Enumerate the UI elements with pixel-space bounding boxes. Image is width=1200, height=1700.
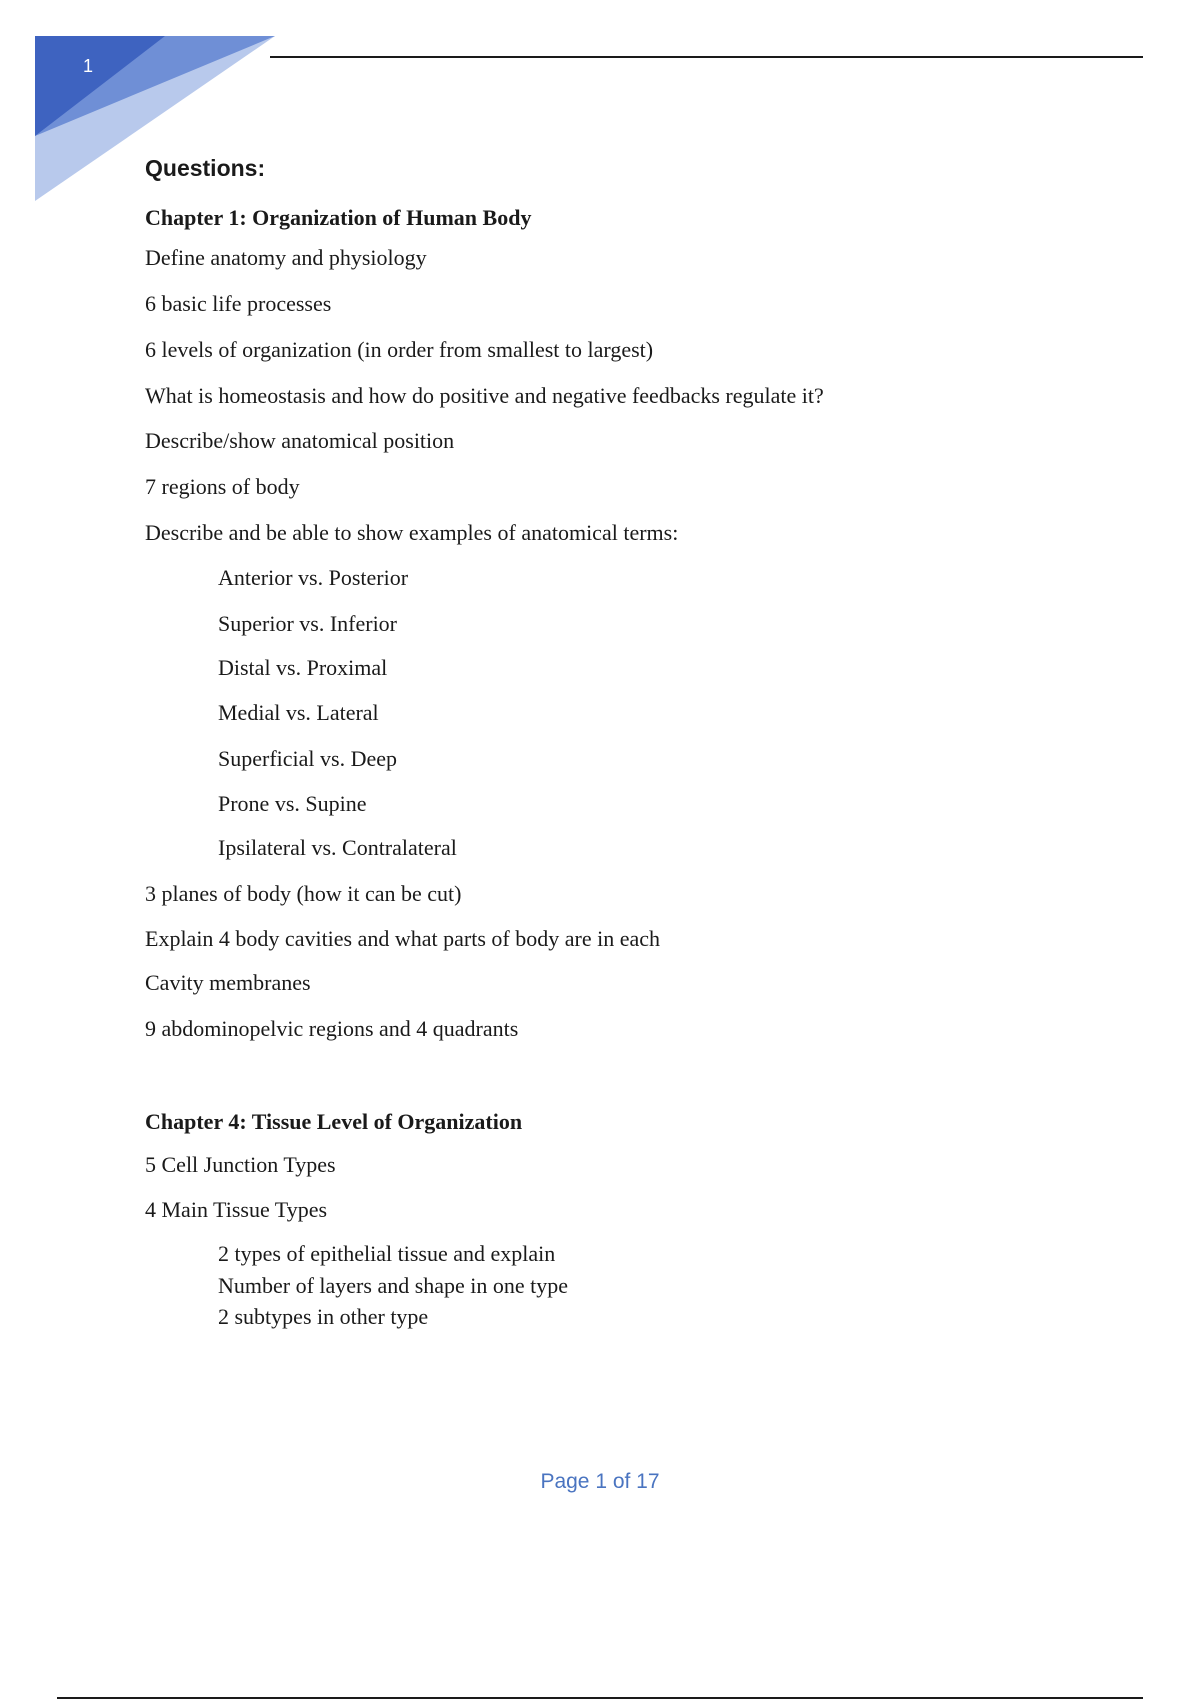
chapter1-title: Chapter 1: Organization of Human Body xyxy=(145,205,532,230)
list-item: Explain 4 body cavities and what parts of body are in each xyxy=(145,926,661,951)
term-item: Superior vs. Inferior xyxy=(218,611,398,636)
term-item: Anterior vs. Posterior xyxy=(218,565,409,590)
section-title: Questions: xyxy=(145,155,266,181)
footer-divider xyxy=(57,1697,1143,1699)
header-page-number: 1 xyxy=(82,56,93,76)
sub-item: 2 types of epithelial tissue and explain xyxy=(218,1241,556,1266)
list-item: 6 basic life processes xyxy=(145,291,332,316)
sub-item: 2 subtypes in other type xyxy=(218,1304,429,1329)
list-item: 6 levels of organization (in order from smallest to largest) xyxy=(145,337,654,362)
list-item: Describe and be able to show examples of anatomical terms: xyxy=(145,520,679,545)
sub-item: Number of layers and shape in one type xyxy=(218,1273,569,1298)
list-item: 7 regions of body xyxy=(145,474,300,499)
chapter4-title: Chapter 4: Tissue Level of Organization xyxy=(145,1109,523,1134)
list-item: 3 planes of body (how it can be cut) xyxy=(145,881,462,906)
term-item: Ipsilateral vs. Contralateral xyxy=(218,835,457,860)
list-item: 4 Main Tissue Types xyxy=(145,1197,328,1222)
header-divider xyxy=(270,56,1143,58)
list-item: 9 abdominopelvic regions and 4 quadrants xyxy=(145,1016,519,1041)
list-item: Describe/show anatomical position xyxy=(145,428,455,453)
term-item: Medial vs. Lateral xyxy=(218,700,379,725)
list-item: Cavity membranes xyxy=(145,970,311,995)
page-footer-label: Page 1 of 17 xyxy=(540,1470,660,1493)
list-item: What is homeostasis and how do positive and negative feedbacks regulate it? xyxy=(145,383,824,408)
term-item: Distal vs. Proximal xyxy=(218,655,388,680)
term-item: Prone vs. Supine xyxy=(218,791,367,816)
list-item: Define anatomy and physiology xyxy=(145,245,427,270)
list-item: 5 Cell Junction Types xyxy=(145,1152,336,1177)
term-item: Superficial vs. Deep xyxy=(218,746,397,771)
